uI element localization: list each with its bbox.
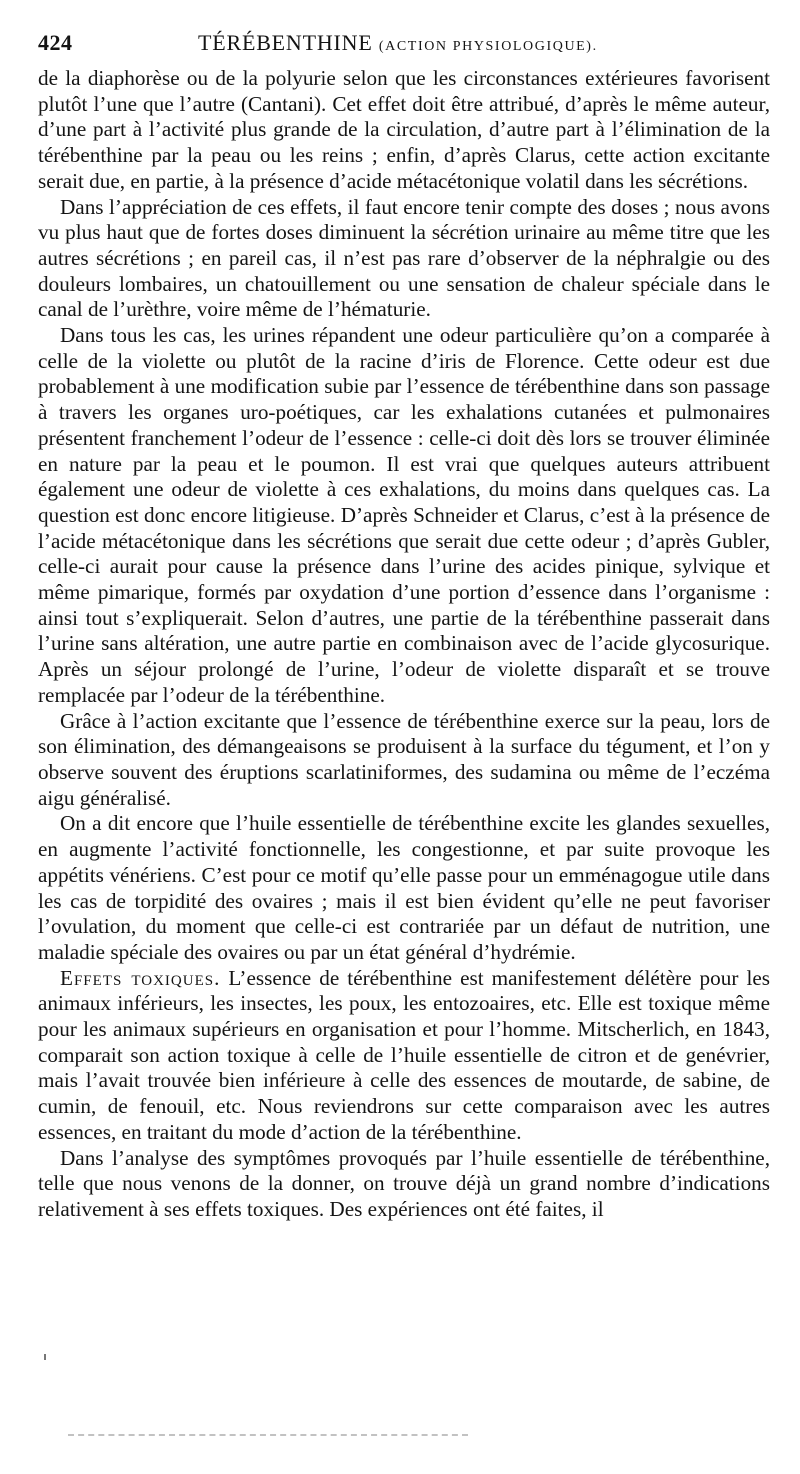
toxic-effects-text: L’essence de térébenthine est manifestement délétère pour les animaux inférieurs, les insectes, les poux, les entozoaires, etc. Elle est toxique même pour les animaux supérieurs en organisation et pour l’homme. Mitscherlich, en 1843, comparait son action toxique à celle de l’huile essentielle de citron et de genévrier, mais l’avait trouvée bien inférieure à celle des essences de moutarde, de sabine, de cumin, de fenouil, etc. Nous reviendrons sur cette comparaison avec les autres essences, en traitant du mode d’action de la térébenthine. bbox=[38, 965, 770, 1144]
book-page bbox=[38, 30, 770, 1223]
section-heading-toxic-effects: Effets toxiques. bbox=[60, 965, 221, 990]
running-title-main: TÉRÉBENTHINE bbox=[198, 30, 373, 55]
page-number: 424 bbox=[38, 30, 73, 55]
body-text bbox=[38, 66, 770, 1223]
running-title-subtitle: (ACTION PHYSIOLOGIQUE). bbox=[378, 39, 598, 54]
paragraph-sexual-glands: On a dit encore que l’huile essentielle de térébenthine excite les glandes sexuelles, en augmente l’activité fonctionnelle, les congestionne, et par suite provoque les appétits vénériens. C’est pour ce motif qu’elle passe pour un emménagogue utile dans les cas de torpidité des ovaires ; mais il est bien évident qu’elle ne peut favoriser l’ovulation, du moment que celle-ci est contrariée par un défaut de nutrition, une maladie spéciale des ovaires ou par un état général d’hydrémie. bbox=[38, 811, 770, 964]
stray-print-mark bbox=[44, 1354, 46, 1360]
running-title bbox=[198, 30, 598, 56]
paragraph-symptoms-analysis: Dans l’analyse des symptômes provoqués par l’huile essentielle de térébenthine, telle que nous venons de la donner, on trouve déjà un grand nombre d’indications relativement à ses effets toxiques. Des expériences ont été faites, il bbox=[38, 1145, 770, 1221]
running-head bbox=[38, 30, 770, 66]
paragraph-doses: Dans l’appréciation de ces effets, il faut encore tenir compte des doses ; nous avons vu plus haut que de fortes doses diminuent la sécrétion urinaire au même titre que les autres sécrétions ; en pareil cas, il n’est pas rare d’observer de la néphralgie ou des douleurs lombaires, un chatouillement ou une sensation de chaleur spéciale dans le canal de l’urèthre, voire même de l’hématurie. bbox=[38, 194, 770, 322]
paragraph-skin-effects: Grâce à l’action excitante que l’essence de térébenthine exerce sur la peau, lors de son élimination, des démangeaisons se produisent à la surface du tégument, et l’on y observe souvent des éruptions scarlatiniformes, des sudamina ou même de l’eczéma aigu généralisé. bbox=[38, 708, 770, 810]
faded-footer-line bbox=[68, 1434, 468, 1436]
paragraph-continuation: de la diaphorèse ou de la polyurie selon que les circonstances extérieures favorisent plutôt l’une que l’autre (Cantani). Cet effet doit être attribué, d’après le même auteur, d’une part à l’activité plus grande de la circulation, d’autre part à l’élimination de la térébenthine par la peau ou les reins ; enfin, d’après Clarus, cette action excitante serait due, en partie, à la présence d’acide métacétonique volatil dans les sécrétions. bbox=[38, 66, 770, 193]
paragraph-toxic-effects bbox=[38, 966, 770, 1146]
paragraph-urine-odor: Dans tous les cas, les urines répandent une odeur particulière qu’on a comparée à celle de la violette ou plutôt de la racine d’iris de Florence. Cette odeur est due probablement à une modification subie par l’essence de térébenthine dans son passage à travers les organes uro-poétiques, car les exhalations cutanées et pulmonaires présentent franchement l’odeur de l’essence : celle-ci doit dès lors se trouver éliminée en nature par la peau et le poumon. Il est vrai que quelques auteurs attribuent également une odeur de violette à ces exhalations, du moins dans quelques cas. La question est donc encore litigieuse. D’après Schneider et Clarus, c’est à la présence de l’acide métacétonique dans les sécrétions que serait due cette odeur ; d’après Gubler, celle-ci aurait pour cause la présence dans l’urine des acides pinique, sylvique et même pimarique, formés par oxydation d’une portion d’essence dans l’organisme : ainsi tout s’expliquerait. Selon d’autres, une partie de la térébenthine passerait dans l’urine sans altération, une autre partie en combinaison avec de l’acide glycosurique. Après un séjour prolongé de l’urine, l’odeur de violette disparaît et se trouve remplacée par l’odeur de la térébenthine. bbox=[38, 323, 770, 707]
